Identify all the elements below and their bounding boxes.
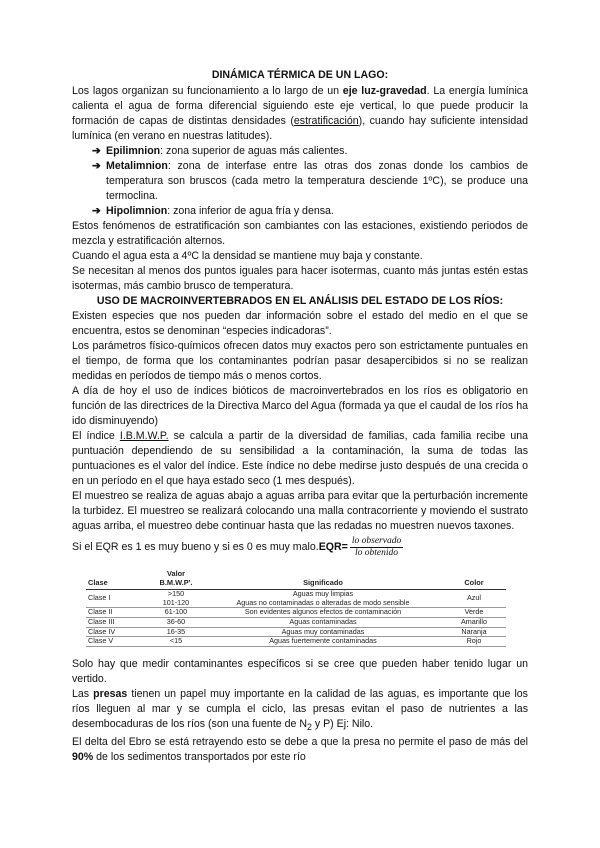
text: se calcula a partir de la diversidad de familias, cada familia recibe una puntuación dependiendo de su sensibilidad a la contaminación, la suma de todas las puntuaciones es el valor del índice. Este índice no debe medirse justo después de una crecida o en un período en el que haya estado seco (1 mes después). — [72, 430, 528, 487]
bold-term: presas — [93, 687, 128, 700]
paragraph-directiva-marco: A día de hoy el uso de índices bióticos de macroinvertebrados en los ríos es obligatorio en función de las directrices de la Directiva Marco del Agua (formada ya que el caudal de los ríos ha ido disminuyendo) — [72, 385, 528, 427]
text: : zona de interfase entre las otras dos zonas donde los cambios de temperatura son bruscos (cada metro la temperatura desciende 1ºC), se produce una termoclina. — [106, 160, 528, 202]
text: de los sedimentos transportados por este río — [93, 750, 306, 763]
list-item-hipolimnion — [92, 204, 528, 219]
cell-valor — [148, 590, 204, 608]
text: : zona inferior de agua fría y densa. — [167, 205, 334, 217]
cell-color: Amarillo — [442, 617, 506, 627]
cell-clase: Clase III — [86, 617, 148, 627]
bmwp-classes-table — [86, 569, 506, 647]
header-valor-line2: B.M.W.P'. — [159, 577, 193, 587]
fraction-numerator: lo observado — [351, 536, 402, 546]
layer-list — [72, 144, 528, 219]
paragraph-isotermas: Se necesitan al menos dos puntos iguales para hacer isotermas, cuanto más juntas estén estas isotermas, más cambio brusco de temperatura. — [72, 265, 528, 292]
section-title-lake-thermal: DINÁMICA TÉRMICA DE UN LAGO: — [211, 69, 389, 81]
cell-line: Aguas muy limpias — [292, 589, 354, 599]
cell-color: Naranja — [442, 627, 506, 637]
text: ), cuando hay suficiente intensidad lumínica (en verano en nuestras latitudes). — [72, 115, 528, 142]
header-color: Color — [442, 569, 506, 590]
paragraph-eje-luz — [72, 84, 528, 144]
cell-clase: Clase I — [86, 590, 148, 608]
text: El delta del Ebro se está retrayendo esto se debe a que la presa no permite el paso de más del — [72, 735, 528, 748]
paragraph-specific-contaminants: Solo hay que medir contaminantes específicos si se cree que pueden haber tenido lugar un vertido. — [72, 657, 528, 685]
cell-color: Verde — [442, 608, 506, 618]
paragraph-physico-chemical: Los parámetros físico-químicos ofrecen datos muy exactos pero son estrictamente puntuales en el tiempo, de forma que los contaminantes podrían pasar desapercibidos si no se realizan medidas en períodos de tiempo más o menos cortos. — [72, 340, 528, 382]
list-item-metalimnion — [92, 159, 528, 204]
underlined-term: I.B.M.W.P. — [119, 430, 169, 442]
table-header-row — [86, 569, 506, 590]
paragraph-delta-ebro — [72, 735, 528, 765]
cell-color: Azul — [442, 590, 506, 608]
text: . La energía lumínica calienta el agua de forma diferencial siguiendo este eje vertical, lo que puede producir la formación de capas de distintas densidades ( — [72, 85, 528, 127]
bold-term: eje luz-gravedad — [342, 85, 427, 97]
eqr-formula-line — [72, 536, 528, 559]
paragraph-indicator-species: Existen especies que nos pueden dar información sobre el estado del medio en el que se encuentra, estos se denominan “especies indicadoras”. — [72, 310, 528, 337]
paragraph-4c-density: Cuando el agua esta a 4ºC la densidad se mantiene muy baja y constante. — [72, 250, 423, 262]
cell-line: Aguas no contaminadas o alteradas de modo sensible — [236, 597, 410, 607]
list-item-epilimnion — [92, 144, 528, 159]
cell-valor: 36-60 — [148, 617, 204, 627]
eqr-label: EQR= — [318, 541, 348, 553]
document-page — [72, 68, 528, 765]
underlined-term: estratificación — [293, 115, 359, 127]
text: tienen un papel muy importante en la calidad de las aguas, es importante que los ríos lleguen al mar y se cumpla el ciclo, las presas evitan el paso de nutrientes a las desembocaduras de los ríos (son una fuente de N — [72, 687, 528, 730]
eqr-fraction — [350, 536, 403, 559]
paragraph-ibmwp — [72, 429, 528, 489]
subscript: 2 — [306, 721, 312, 732]
cell-clase: Clase IV — [86, 627, 148, 637]
cell-line: 101-120 — [162, 597, 190, 607]
header-significado: Significado — [204, 569, 442, 590]
table-row — [86, 637, 506, 647]
cell-valor: <15 — [148, 637, 204, 647]
cell-clase: Clase II — [86, 608, 148, 618]
bold-term: Metalimnion — [106, 160, 168, 172]
cell-significado: Aguas muy contaminadas — [204, 627, 442, 637]
text: Si el EQR es 1 es muy bueno y si es 0 es muy malo. — [72, 541, 319, 553]
cell-significado — [204, 590, 442, 608]
paragraph-sampling: El muestreo se realiza de aguas abajo a aguas arriba para evitar que la perturbación incremente la turbidez. El muestreo se realizará colocando una malla contracorriente y moviendo el sustrato aguas arriba, el muestreo debe continuar hasta que las redadas no muestren nuevos taxones. — [72, 490, 528, 532]
bold-term: Epilimnion — [106, 145, 161, 157]
cell-valor: 16-35 — [148, 627, 204, 637]
table-row — [86, 617, 506, 627]
text: Las — [72, 687, 94, 700]
cell-significado: Aguas fuertemente contaminadas — [204, 637, 442, 647]
arrow-icon: ➔ — [92, 145, 101, 157]
text: Los lagos organizan su funcionamiento a lo largo de un — [72, 85, 343, 97]
header-valor-line1: Valor — [166, 569, 186, 578]
cell-clase: Clase V — [86, 637, 148, 647]
arrow-icon: ➔ — [92, 205, 101, 217]
cell-color: Rojo — [442, 637, 506, 647]
header-valor — [148, 569, 204, 590]
text: : zona superior de aguas más calientes. — [160, 145, 348, 157]
bold-term: Hipolimnion — [106, 205, 168, 217]
section-title-macroinvertebrates: USO DE MACROINVERTEBRADOS EN EL ANÁLISIS DEL ESTADO DE LOS RÍOS: — [96, 295, 504, 307]
paragraph-stratification-seasons: Estos fenómenos de estratificación son cambiantes con las estaciones, existiendo periodos de mezcla y estratificación alternos. — [72, 220, 528, 247]
cell-valor: 61-100 — [148, 608, 204, 618]
text: y P) Ej: Nilo. — [311, 717, 374, 730]
fraction-denominator: lo obtenido — [355, 548, 399, 558]
cell-significado: Son evidentes algunos efectos de contaminación — [204, 608, 442, 618]
header-clase: Clase — [86, 569, 148, 590]
table-row — [86, 590, 506, 608]
cell-significado: Aguas contaminadas — [204, 617, 442, 627]
arrow-icon: ➔ — [92, 160, 101, 172]
cell-line: >150 — [167, 589, 185, 599]
paragraph-presas — [72, 687, 528, 735]
bold-term: 90% — [72, 750, 94, 763]
text: El índice — [72, 430, 120, 442]
